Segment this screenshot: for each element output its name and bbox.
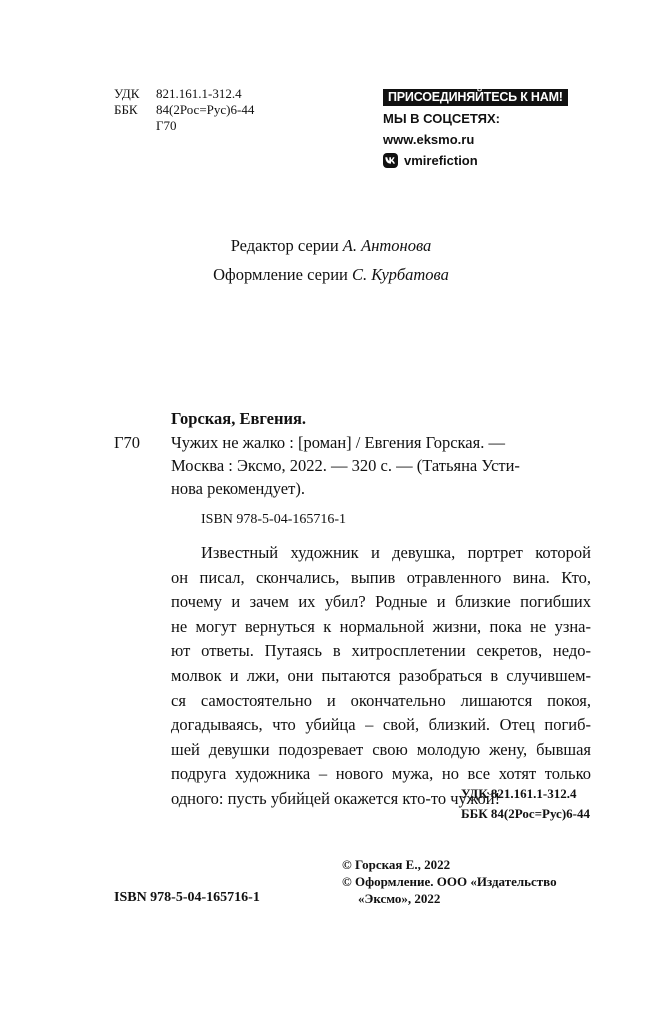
index-udk: УДК 821.161.1-312.4 — [461, 786, 577, 801]
bib-line-2: Москва : Эксмо, 2022. — 320 с. — (Татьяна Усти- — [171, 456, 520, 475]
annotation-line: Известный художник и девушка, портрет которой — [201, 543, 591, 562]
series-design-name: С. Курбатова — [351, 265, 449, 284]
copyright-design: © Оформление. ООО «Издательство — [342, 874, 557, 889]
annotation-paragraph — [171, 541, 591, 812]
series-editor-role: Редактор серии — [230, 236, 339, 255]
website-link[interactable]: www.eksmo.ru — [383, 132, 475, 147]
social-block — [383, 88, 568, 171]
annotation-line: догадываясь, что убийца – свой, близкий. Отец погиб- — [171, 715, 591, 735]
vk-handle: vmirefiction — [404, 153, 478, 168]
annotation-line: шей девушки подозревает свою молодую жену, бывшая — [171, 739, 591, 759]
series-editor-line — [0, 236, 662, 256]
bib-line-1: Чужих не жалко : [роман] / Евгения Горская. — — [171, 433, 505, 452]
index-block — [461, 784, 590, 824]
social-heading: МЫ В СОЦСЕТЯХ: — [383, 111, 501, 126]
copyright-author: © Горская Е., 2022 — [342, 857, 451, 872]
copyright-design-cont: «Эксмо», 2022 — [358, 891, 441, 906]
series-design-role: Оформление серии — [213, 265, 348, 284]
join-banner: ПРИСОЕДИНЯЙТЕСЬ К НАМ! — [383, 89, 568, 106]
bbk-value: 84(2Рос=Рус)6-44 — [156, 102, 255, 117]
bib-author: Горская, Евгения. — [171, 409, 307, 428]
udk-value: 821.161.1-312.4 — [156, 86, 242, 101]
series-editor-name: А. Антонова — [342, 236, 432, 255]
bib-sign: Г70 — [114, 433, 141, 452]
annotation-line: ся самостоятельно и окончательно лишаются покоя, — [171, 690, 591, 710]
vk-line[interactable] — [383, 150, 568, 171]
index-bbk: ББК 84(2Рос=Рус)6-44 — [461, 806, 590, 821]
annotation-line: одного: пусть убийцей окажется кто-то чужой! — [171, 788, 501, 808]
bib-line-3: нова рекомендует). — [171, 479, 305, 498]
annotation-line: ют ответы. Путаясь в хитросплетении секретов, недо- — [171, 641, 591, 661]
annotation-line: почему и зачем их убил? Родные и близкие погибших — [171, 592, 591, 612]
udk-line — [114, 86, 254, 102]
annotation-line: не могут вернуться к нормальной жизни, пока не узна- — [171, 616, 591, 636]
annotation-line: молвок и лжи, они пытаются разобраться в случившем- — [171, 665, 591, 685]
copyright-block — [342, 856, 557, 907]
footer-isbn: ISBN 978-5-04-165716-1 — [114, 890, 260, 905]
classification-block — [114, 86, 254, 134]
annotation-line: подруга художника – нового мужа, но все хотят только — [171, 764, 591, 784]
udk-label: УДК — [114, 86, 140, 101]
author-sign: Г70 — [156, 118, 177, 133]
bib-isbn: ISBN 978-5-04-165716-1 — [201, 512, 347, 527]
bbk-label: ББК — [114, 102, 138, 117]
bbk-line — [114, 102, 254, 118]
vk-icon — [383, 153, 398, 168]
series-design-line — [0, 265, 662, 285]
annotation-line: он писал, скончались, выпив отравленного вина. Кто, — [171, 567, 591, 587]
author-sign-line — [114, 118, 254, 134]
